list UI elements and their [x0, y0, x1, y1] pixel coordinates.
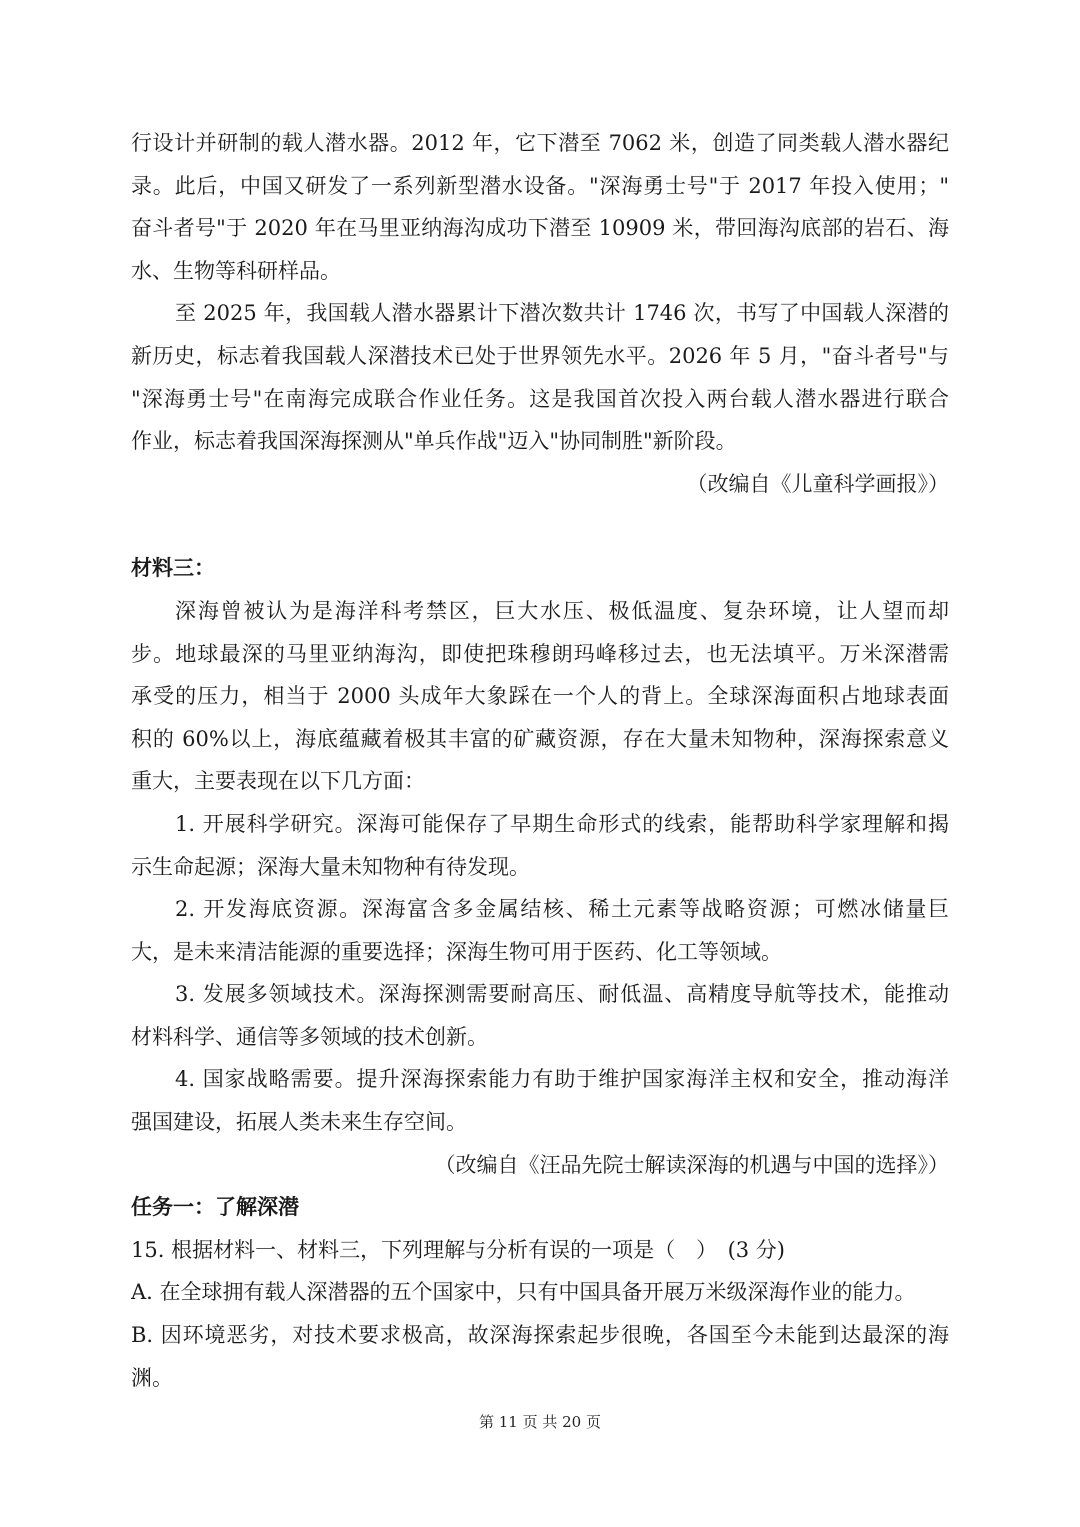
text-line: 重大，主要表现在以下几方面： [131, 769, 425, 794]
spacer [131, 505, 949, 547]
text-line: B. 因环境恶劣，对技术要求极高，故深海探索起步很晚，各国至今未能到达最深的海 [131, 1323, 949, 1348]
material2-paragraph-2 [131, 292, 949, 462]
document-body [131, 122, 949, 1399]
material3-point-1 [131, 803, 949, 888]
text-line: 2. 开发海底资源。深海富含多金属结核、稀土元素等战略资源；可燃冰储量巨 [175, 897, 949, 922]
question-15: 15. 根据材料一、材料三，下列理解与分析有误的一项是（ ） (3 分) [131, 1237, 785, 1262]
material2-paragraph-1 [131, 122, 949, 292]
task-heading: 任务一：了解深潜 [131, 1195, 299, 1220]
text-line: 作业，标志着我国深海探测从"单兵作战"迈入"协同制胜"新阶段。 [131, 429, 737, 454]
text-line: 新历史，标志着我国载人深潜技术已处于世界领先水平。2026 年 5 月，"奋斗者号"与 [131, 343, 949, 368]
material3-point-3 [131, 973, 949, 1058]
material3-point-2 [131, 888, 949, 973]
section-heading: 材料三： [131, 556, 215, 581]
text-line: 4. 国家战略需要。提升深海探索能力有助于维护国家海洋主权和安全，推动海洋 [175, 1067, 949, 1092]
text-line: 承受的压力，相当于 2000 头成年大象踩在一个人的背上。全球深海面积占地球表面 [131, 684, 949, 709]
text-line: 1. 开展科学研究。深海可能保存了早期生命形式的线索，能帮助科学家理解和揭 [175, 811, 949, 836]
text-line: 3. 发展多领域技术。深海探测需要耐高压、耐低温、高精度导航等技术，能推动 [175, 982, 949, 1007]
text-line: 录。此后，中国又研发了一系列新型潜水设备。"深海勇士号"于 2017 年投入使用；" [131, 173, 949, 198]
text-line: 至 2025 年，我国载人潜水器累计下潜次数共计 1746 次，书写了中国载人深潜的 [175, 301, 949, 326]
option-b [131, 1314, 949, 1399]
text-line: 水、生物等科研样品。 [131, 258, 341, 283]
text-line: 步。地球最深的马里亚纳海沟，即使把珠穆朗玛峰移过去，也无法填平。万米深潜需 [131, 641, 949, 666]
source-citation: （改编自《汪品先院士解读深海的机遇与中国的选择》） [434, 1152, 949, 1177]
text-line: 强国建设，拓展人类未来生存空间。 [131, 1110, 467, 1135]
source-citation: （改编自《儿童科学画报》） [686, 471, 949, 496]
text-line: 行设计并研制的载人潜水器。2012 年，它下潜至 7062 米，创造了同类载人潜水器纪 [131, 131, 949, 155]
text-line: 积的 60%以上，海底蕴藏着极其丰富的矿藏资源，存在大量未知物种，深海探索意义 [131, 726, 949, 751]
material3-point-4 [131, 1058, 949, 1143]
option-a: A. 在全球拥有载人深潜器的五个国家中，只有中国具备开展万米级深海作业的能力。 [131, 1280, 916, 1305]
text-line: 大，是未来清洁能源的重要选择；深海生物可用于医药、化工等领域。 [131, 939, 782, 964]
text-line: 材料科学、通信等多领域的技术创新。 [131, 1024, 488, 1049]
text-line: 奋斗者号"于 2020 年在马里亚纳海沟成功下潜至 10909 米，带回海沟底部的岩石、海 [131, 216, 949, 241]
material3-intro [131, 590, 949, 803]
text-line: 示生命起源；深海大量未知物种有待发现。 [131, 854, 530, 879]
text-line: "深海勇士号"在南海完成联合作业任务。这是我国首次投入两台载人潜水器进行联合 [131, 386, 949, 411]
text-line: 深海曾被认为是海洋科考禁区，巨大水压、极低温度、复杂环境，让人望而却 [175, 598, 949, 623]
text-line: 渊。 [131, 1365, 173, 1390]
page-footer: 第 11 页 共 20 页 [478, 1413, 601, 1431]
